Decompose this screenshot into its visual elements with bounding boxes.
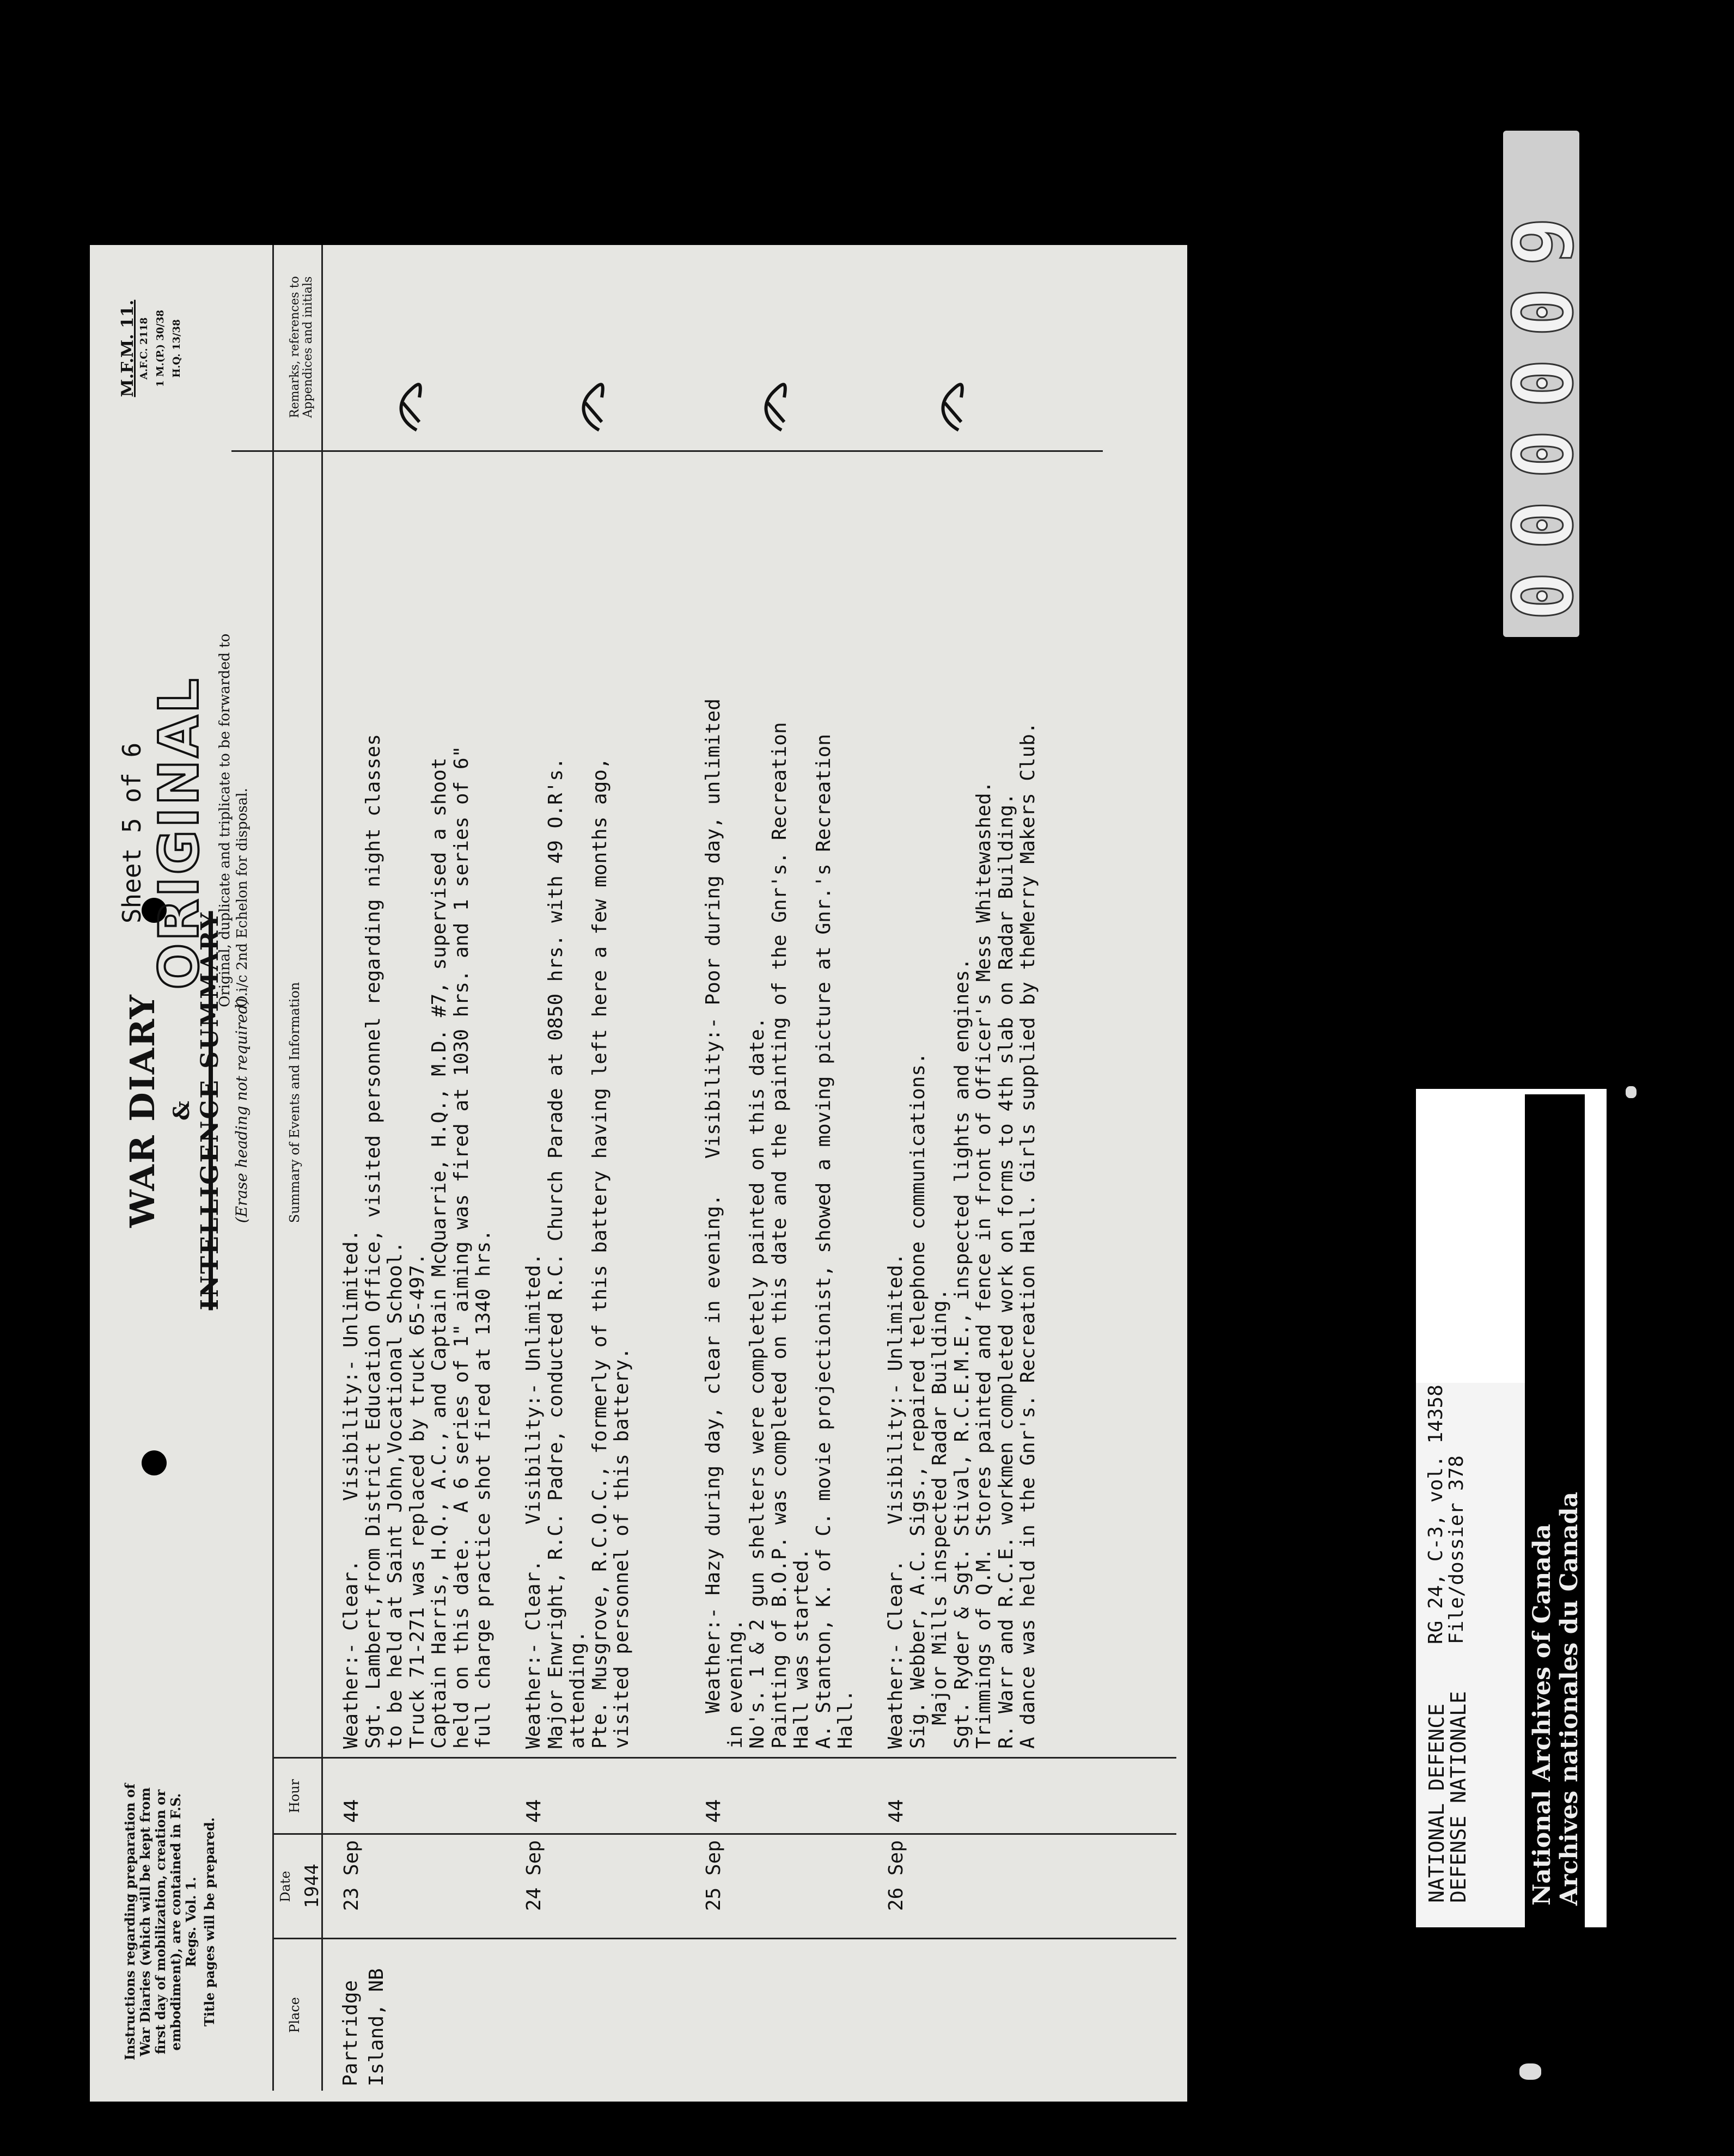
entry-hour: 44 bbox=[885, 1799, 907, 1823]
instructions-note: Instructions regarding preparation of War Diaries (which will be kept from first day of mobilization, creation or embodiment), are contained in F.S. Regs. Vol. 1. bbox=[122, 1783, 199, 2061]
title-ampersand: & bbox=[169, 1100, 194, 1121]
form-number bbox=[120, 261, 185, 436]
form-sub-1: A.F.C. 2118 bbox=[138, 317, 150, 380]
film-speck bbox=[1626, 1086, 1637, 1098]
entry-hour: 44 bbox=[703, 1799, 725, 1823]
entry-text: Weather:- Clear. Visibility:- Unlimited. Major Enwright, R.C. Padre, conducted R.C. Church Parade at 0850 hrs. with 49 O.R's. attending. Pte. Musgrove, R.C.O.C., formerly of this battery having left here a few months ago, visited personnel of this battery. bbox=[522, 757, 633, 1749]
file-dossier: File/dossier 378 bbox=[1445, 1455, 1468, 1644]
record-reference bbox=[1426, 1385, 1467, 1644]
diary-title: WAR DIARY bbox=[123, 994, 162, 1228]
frame-counter-digits: 000009 bbox=[1497, 195, 1591, 621]
col-summary: Summary of Events and Information bbox=[287, 982, 302, 1223]
form-sub-2: 1 M.(P.) 30/38 bbox=[155, 310, 166, 387]
summary-col-rule bbox=[231, 450, 1103, 452]
col-date: Date bbox=[278, 1871, 293, 1902]
original-stamp: ORIGINAL bbox=[147, 676, 211, 990]
col-remarks: Remarks, references to Appendices and initials bbox=[288, 276, 315, 418]
entry-text: Weather:- Clear. Visibility:- Unlimited. Sgt. Lambert,from District Education Office, visited personnel regarding night classes to be held at Saint John,Vocational School. Truck 71-271 was replaced by truck 65-497. Captain Harris, H.Q., A.C., and Captain McQuarrie, H.Q., M.D. #7, supervised a shoot held on this date. A 6 series of 1" aiming was fired at 1030 hrs. and 1 series of 6" full charge practice shot fired at 1340 hrs. bbox=[340, 734, 494, 1749]
title-pages-note: Title pages will be prepared. bbox=[202, 1817, 217, 2026]
initials-signature bbox=[937, 376, 969, 436]
dept-label bbox=[1426, 1691, 1469, 1903]
war-diary-sheet bbox=[90, 245, 1187, 2102]
erase-note: (Erase heading not required) bbox=[233, 998, 251, 1223]
dept-fr: DEFENSE NATIONALE bbox=[1446, 1691, 1470, 1903]
archives-name-fr: Archives nationales du Canada bbox=[1555, 1491, 1583, 1906]
film-speck bbox=[1519, 2063, 1541, 2080]
entry-date: 26 Sep bbox=[885, 1840, 907, 1912]
hour-col-rule bbox=[272, 1757, 1176, 1759]
record-group: RG 24, C-3, vol. 14358 bbox=[1425, 1385, 1447, 1644]
entry-hour: 44 bbox=[523, 1799, 545, 1823]
header-top-rule bbox=[272, 245, 274, 2091]
form-sub-3: H.Q. 13/38 bbox=[171, 319, 182, 378]
date-col-rule bbox=[272, 1833, 1176, 1835]
punch-hole-left bbox=[142, 1450, 167, 1475]
entry-hour: 44 bbox=[340, 1799, 363, 1823]
struck-heading: INTELLIGENCE SUMMARY bbox=[196, 911, 224, 1310]
entry-date: 23 Sep bbox=[340, 1840, 363, 1912]
archives-label bbox=[1525, 1094, 1585, 1927]
form-id: M.F.M. 11. bbox=[118, 299, 137, 397]
col-place: Place bbox=[287, 1997, 302, 2033]
initials-signature bbox=[395, 376, 428, 436]
war-diary-page bbox=[90, 245, 1187, 2102]
sheet-number: Sheet 5 of 6 bbox=[117, 742, 146, 924]
place-cell: Partridge Island, NB bbox=[339, 1968, 388, 2086]
entry-text: Weather:- Hazy during day, clear in evening. Visibility:- Poor during day, unlimited in evening. No's. 1 & 2 gun shelters were completely painted on this date. Painting of B.O.P. was completed on this date and the painting of the Gnr's. Recreation Hall was started. A. Stanton, K. of C. movie projectionist, showed a moving picture at Gnr.'s Recreation Hall. bbox=[702, 699, 857, 1749]
initials-signature bbox=[577, 376, 610, 436]
archives-name-en: National Archives of Canada bbox=[1528, 1523, 1556, 1906]
initials-signature bbox=[760, 376, 792, 436]
entry-date: 24 Sep bbox=[523, 1840, 545, 1912]
col-hour: Hour bbox=[287, 1779, 302, 1814]
entry-text: Weather:- Clear. Visibility:- Unlimited. Sig. Webber, A.C. Sigs., repaired telephone communications. Major Mills inspected Radar Building. Sgt. Ryder & Sgt. Stival, R.C.E.M.E., inspected lights and engines. Trimmings of Q.M. Stores painted and fence in front of Officer's Mess Whitewashed. R. Warr and R.C.E. workmen completed work on forms to 4th slab on Radar Building. A dance was held in the Gnr's. Recreation Hall. Girls supplied by theMerry Makers Club. bbox=[884, 722, 1039, 1749]
entry-date: 25 Sep bbox=[703, 1840, 725, 1912]
dept-en: NATIONAL DEFENCE bbox=[1425, 1703, 1449, 1903]
header-bottom-rule bbox=[321, 245, 323, 2091]
copy-disposal-note: Original, duplicate and triplicate to be forwarded to O.i/c 2nd Echelon for disposal. bbox=[217, 633, 251, 1007]
frame-counter bbox=[1497, 131, 1591, 637]
col-year: 1944 bbox=[301, 1864, 323, 1908]
